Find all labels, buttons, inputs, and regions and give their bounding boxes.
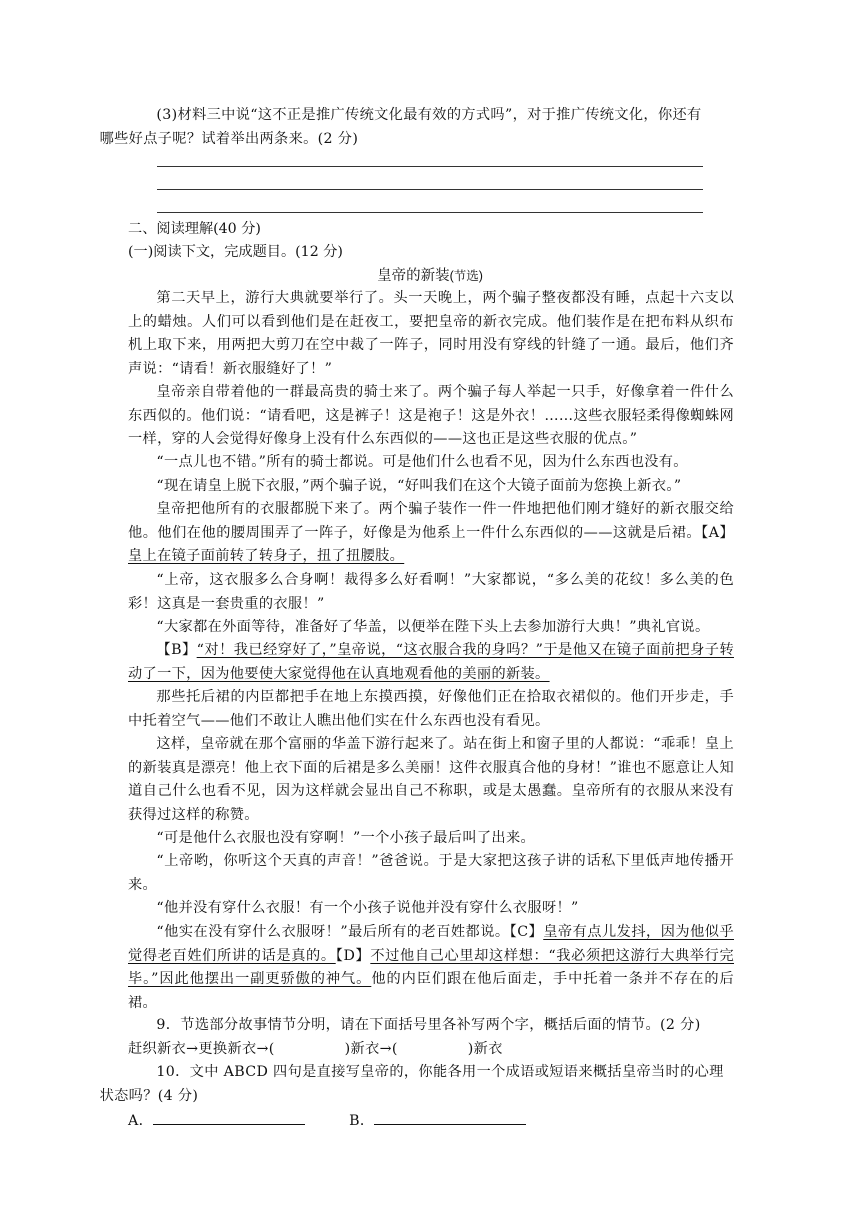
- question-10-answer-a[interactable]: [153, 1108, 305, 1125]
- paragraph-8: 那些托后裙的内臣都把手在地上东摸西摸，好像他们正在拾取衣裙似的。他们开步走，手中托着空气——他们不敢让人瞧出他们实在什么东西也没有看见。: [128, 689, 734, 729]
- paragraph-13-start: “他实在没有穿什么衣服呀！”最后所有的老百姓都说。: [156, 924, 510, 940]
- section-heading: 二、阅读理解(40 分): [128, 221, 261, 237]
- paragraph-12: “他并没有穿什么衣服！有一个小孩子说他并没有穿什么衣服呀！”: [156, 900, 579, 916]
- answer-line-1[interactable]: [157, 166, 703, 167]
- paragraph-7: “大家都在外面等待，准备好了华盖，以便举在陛下头上去参加游行大典！”典礼官说。: [156, 619, 710, 635]
- paragraph-2: 皇帝亲自带着他的一群最高贵的骑士来了。两个骗子每人举起一只手，好像拿着一件什么东西似的。他们说：“请看吧，这是裤子！这是袍子！这是外衣！……这些衣服轻柔得像蜘蛛网一样，穿的人会觉得好像身上没有什么东西似的——这也正是这些衣服的优点。”: [128, 384, 734, 448]
- sentence-b: “对！我已经穿好了，”皇帝说，“这衣服合我的身吗？”于是他又在镜子面前把身子转动了一下，因为他要使大家觉得他在认真地观看他的美丽的新装。: [128, 642, 734, 682]
- question-10-prompt-2: 状态吗？(4 分): [99, 1087, 199, 1104]
- section-subheading: (一)阅读下文，完成题目。(12 分): [128, 244, 343, 260]
- sentence-d: 不过他自己心里却这样想：“我必须把这游行大典举行完毕。”因此他摆出一副更骄傲的神气。: [128, 947, 735, 988]
- article-title-text: 皇帝的新装: [377, 268, 450, 284]
- paragraph-4: “现在请皇上脱下衣服，”两个骗子说，“好叫我们在这个大镜子面前为您换上新衣。”: [156, 478, 682, 494]
- question-9: [128, 1014, 734, 1061]
- paragraph-b: [128, 639, 734, 686]
- sentence-d-mark: 【D】: [335, 947, 371, 964]
- sentence-a: 皇上在镜子面前转了转身子，扭了扭腰肢。: [128, 548, 405, 565]
- paragraph-11: “上帝哟，你听这个天真的声音！”爸爸说。于是大家把这孩子讲的话私下里低声地传播开来。: [128, 853, 734, 893]
- paragraph-10: “可是他什么衣服也没有穿啊！”一个小孩子最后叫了出来。: [156, 830, 536, 846]
- sentence-c: 皇帝有点儿发抖，因为他似乎觉得老百姓们所讲的话是真的。: [128, 924, 734, 964]
- question-10-prompt: 10．文中 ABCD 四句是直接写皇帝的，你能各用一个成语或短语来概括皇帝当时的心理: [156, 1064, 724, 1080]
- sentence-a-mark: 【A】: [701, 524, 735, 541]
- question-3-line-2: 哪些好点子呢？试着举出两条来。(2 分): [99, 130, 359, 147]
- question-10: [99, 1061, 734, 1134]
- question-10-label-a: A．: [128, 1113, 154, 1130]
- question-10-answer-b[interactable]: [374, 1108, 526, 1125]
- article-title: [0, 264, 860, 288]
- paragraph-9: 这样，皇帝就在那个富丽的华盖下游行起来了。站在街上和窗子里的人都说：“乖乖！皇上的新装真是漂亮！他上衣下面的后裙是多么美丽！这件衣服真合他的身材！”谁也不愿意让人知道自己什么也看不见，因为这样就会显出自己不称职，或是太愚蠢。皇帝所有的衣服从来没有获得过这样的称赞。: [128, 736, 734, 823]
- paragraph-6: “上帝，这衣服多么合身啊！裁得多么好看啊！”大家都说，“多么美的花纹！多么美的色彩！这真是一套贵重的衣服！”: [128, 572, 734, 612]
- question-10-label-b: B．: [349, 1113, 375, 1130]
- answer-line-3[interactable]: [157, 212, 703, 213]
- paragraph-5: [128, 498, 734, 569]
- question-9-prompt: 9．节选部分故事情节分明，请在下面括号里各补写两个字，概括后面的情节。(2 分): [156, 1017, 701, 1033]
- question-9-flow-start: 赶织新衣→更换新衣→(: [128, 1040, 275, 1057]
- answer-line-2[interactable]: [157, 189, 703, 190]
- sentence-c-mark: 【C】: [509, 924, 544, 940]
- question-3-line-1: (3)材料三中说“这不正是推广传统文化最有效的方式吗”，对于推广传统文化，你还有: [156, 107, 702, 123]
- paragraph-5-text: 皇帝把他所有的衣服都脱下来了。两个骗子装作一件一件地把他们刚才缝好的新衣服交给他。他们在他的腰周围弄了一阵子，好像是为他系上一件什么东西似的——这就是后裙。: [128, 501, 734, 541]
- sentence-b-mark: 【B】: [156, 642, 197, 658]
- paragraph-13-end: 他的内臣们跟在他后面走，手中托着一条并不存在的后裙。: [128, 971, 735, 1011]
- paragraph-1: 第二天早上，游行大典就要举行了。头一天晚上，两个骗子整夜都没有睡，点起十六支以上的蜡烛。人们可以看到他们是在赶夜工，要把皇帝的新衣完成。他们装作是在把布料从织布机上取下来，用两把大剪刀在空中裁了一阵子，同时用没有穿线的针缝了一通。最后，他们齐声说：“请看！新衣服缝好了！”: [128, 290, 734, 377]
- question-3: [99, 104, 734, 151]
- question-9-flow-mid: )新衣→(: [344, 1040, 398, 1057]
- paragraph-3: “一点儿也不错。”所有的骑士都说。可是他们什么也看不见，因为什么东西也没有。: [156, 454, 688, 470]
- question-9-flow-end: )新衣: [467, 1040, 503, 1057]
- paragraph-13: [128, 921, 734, 1015]
- article-title-note: (节选): [449, 269, 483, 283]
